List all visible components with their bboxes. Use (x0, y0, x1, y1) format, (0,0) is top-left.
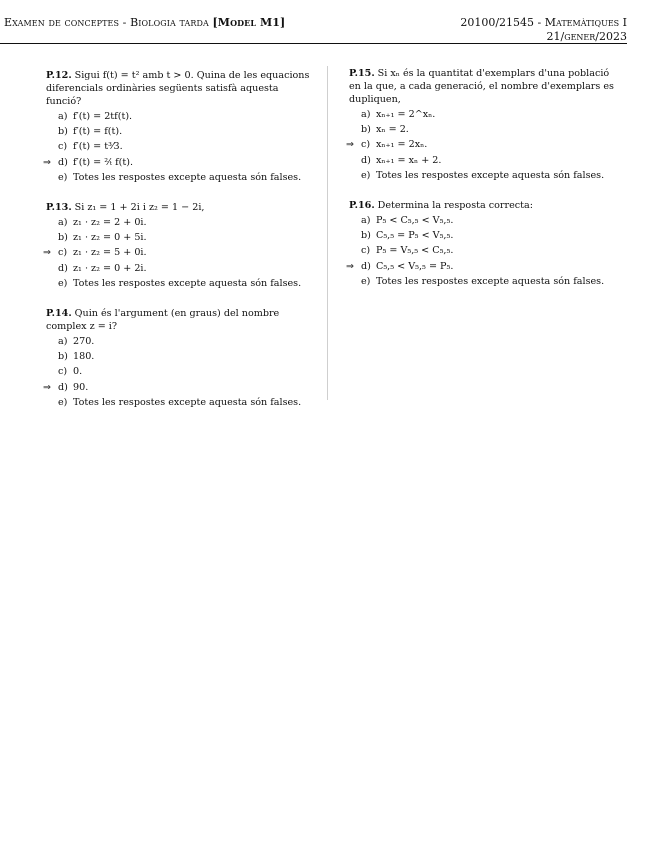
option-text: xₙ₊₁ = xₙ + 2. (376, 154, 442, 166)
answer-option (43, 245, 316, 260)
option-letter: d) (58, 262, 68, 274)
option-letter: d) (361, 154, 371, 166)
option-text: xₙ = 2. (376, 124, 409, 136)
correct-answer-arrow-icon: ⇒ (346, 260, 354, 272)
option-letter: c) (361, 139, 371, 151)
question-text: Si z₁ = 1 + 2i i z₂ = 1 − 2i, (74, 202, 205, 214)
answer-option (349, 168, 619, 183)
answer-option (46, 276, 316, 291)
answer-option (349, 153, 619, 168)
option-letter: e) (361, 169, 371, 181)
answer-option (46, 334, 316, 349)
question-14 (43, 307, 316, 410)
option-text: P₅ = V₅,₅ < C₅,₅. (376, 245, 454, 257)
answer-option (349, 228, 619, 243)
option-text: xₙ₊₁ = 2xₙ. (376, 139, 428, 151)
option-letter: a) (361, 109, 371, 120)
option-letter: d) (58, 381, 68, 393)
left-column (43, 69, 316, 426)
option-text: f′(t) = t³⁄3. (73, 141, 123, 153)
column-separator (327, 66, 328, 400)
question-stem (46, 69, 316, 108)
answer-option (46, 215, 316, 230)
option-letter: c) (58, 247, 68, 259)
option-letter: b) (58, 126, 68, 138)
option-text: 0. (73, 366, 83, 378)
question-15 (346, 67, 619, 183)
option-letter: b) (58, 351, 68, 363)
option-letter: c) (58, 141, 68, 153)
answer-option (43, 380, 316, 395)
option-text: Totes les respostes excepte aquesta són falses. (73, 171, 302, 183)
header-code: 20100/21545 - Matemàtiques I (460, 16, 627, 29)
option-text: 90. (73, 381, 89, 393)
question-number: P.16. (349, 200, 375, 212)
answer-options (346, 107, 619, 183)
answer-options (43, 215, 316, 291)
answer-option (349, 243, 619, 258)
answer-option (46, 364, 316, 379)
option-text: P₅ < C₅,₅ < V₅,₅. (376, 215, 454, 227)
question-text: Sigui f(t) = t² amb t > 0. Quina de les equacions diferencials ordinàries següents satisfà aquesta funció? (46, 70, 310, 107)
answer-option (46, 261, 316, 276)
option-letter: d) (58, 156, 68, 168)
answer-option (46, 230, 316, 245)
answer-option (349, 213, 619, 228)
header-model: [Model M1] (212, 16, 286, 29)
correct-answer-arrow-icon: ⇒ (346, 139, 354, 151)
answer-option (349, 107, 619, 122)
question-number: P.13. (46, 202, 72, 214)
page-header (0, 0, 655, 46)
answer-option (46, 109, 316, 124)
option-letter: b) (58, 232, 68, 244)
correct-answer-arrow-icon: ⇒ (43, 247, 51, 259)
question-text: Quin és l'argument (en graus) del nombre complex z = i? (46, 308, 280, 333)
option-letter: c) (58, 366, 68, 378)
answer-option (43, 155, 316, 170)
question-16 (346, 199, 619, 289)
question-stem (349, 199, 619, 212)
option-letter: e) (58, 171, 68, 183)
option-letter: e) (361, 275, 371, 287)
question-number: P.14. (46, 308, 72, 320)
option-letter: b) (361, 124, 371, 136)
option-letter: e) (58, 277, 68, 289)
answer-option (346, 137, 619, 152)
correct-answer-arrow-icon: ⇒ (43, 381, 51, 393)
header-rule (0, 43, 627, 44)
correct-answer-arrow-icon: ⇒ (43, 156, 51, 168)
option-text: z₁ · z₂ = 5 + 0i. (73, 247, 147, 259)
option-text: z₁ · z₂ = 2 + 0i. (73, 217, 147, 229)
option-text: f′(t) = f(t). (73, 126, 123, 138)
question-stem (46, 307, 316, 333)
answer-option (46, 170, 316, 185)
option-text: 270. (73, 336, 95, 348)
question-stem (349, 67, 619, 106)
question-12 (43, 69, 316, 185)
option-letter: e) (58, 396, 68, 408)
answer-option (349, 274, 619, 289)
header-date: 21/gener/2023 (546, 30, 627, 43)
option-letter: a) (58, 217, 68, 229)
answer-options (43, 109, 316, 185)
option-text: z₁ · z₂ = 0 + 5i. (73, 232, 147, 244)
question-13 (43, 201, 316, 291)
header-course: Examen de conceptes - Biologia tarda (4, 16, 209, 29)
option-text: xₙ₊₁ = 2^xₙ. (376, 109, 436, 120)
option-letter: d) (361, 260, 371, 272)
question-text: Determina la resposta correcta: (377, 200, 533, 212)
answer-options (43, 334, 316, 410)
answer-option (46, 395, 316, 410)
question-number: P.12. (46, 70, 72, 81)
option-letter: a) (58, 336, 68, 348)
header-course-title (4, 16, 285, 29)
option-text: Totes les respostes excepte aquesta són falses. (73, 396, 302, 408)
option-text: Totes les respostes excepte aquesta són falses. (376, 275, 605, 287)
answer-option (346, 259, 619, 274)
option-letter: b) (361, 230, 371, 242)
option-text: Totes les respostes excepte aquesta són falses. (73, 277, 302, 289)
option-text: z₁ · z₂ = 0 + 2i. (73, 262, 147, 274)
question-stem (46, 201, 316, 214)
option-letter: a) (58, 111, 68, 122)
answer-options (346, 213, 619, 289)
question-text: Si xₙ és la quantitat d'exemplars d'una població en la que, a cada generació, el nombre d'exemplars es dupliquen, (349, 68, 614, 105)
option-text: C₅,₅ < V₅,₅ = P₅. (376, 260, 454, 272)
option-text: 180. (73, 351, 95, 363)
header-meta (460, 16, 627, 44)
answer-option (46, 124, 316, 139)
option-letter: c) (361, 245, 371, 257)
answer-option (349, 122, 619, 137)
option-text: C₅,₅ = P₅ < V₅,₅. (376, 230, 454, 242)
answer-option (46, 349, 316, 364)
option-text: f′(t) = ²⁄ₜ f(t). (73, 156, 134, 168)
question-number: P.15. (349, 68, 375, 79)
right-column (346, 67, 619, 305)
option-letter: a) (361, 215, 371, 227)
answer-option (46, 139, 316, 154)
option-text: Totes les respostes excepte aquesta són falses. (376, 169, 605, 181)
option-text: f′(t) = 2tf(t). (73, 111, 133, 122)
